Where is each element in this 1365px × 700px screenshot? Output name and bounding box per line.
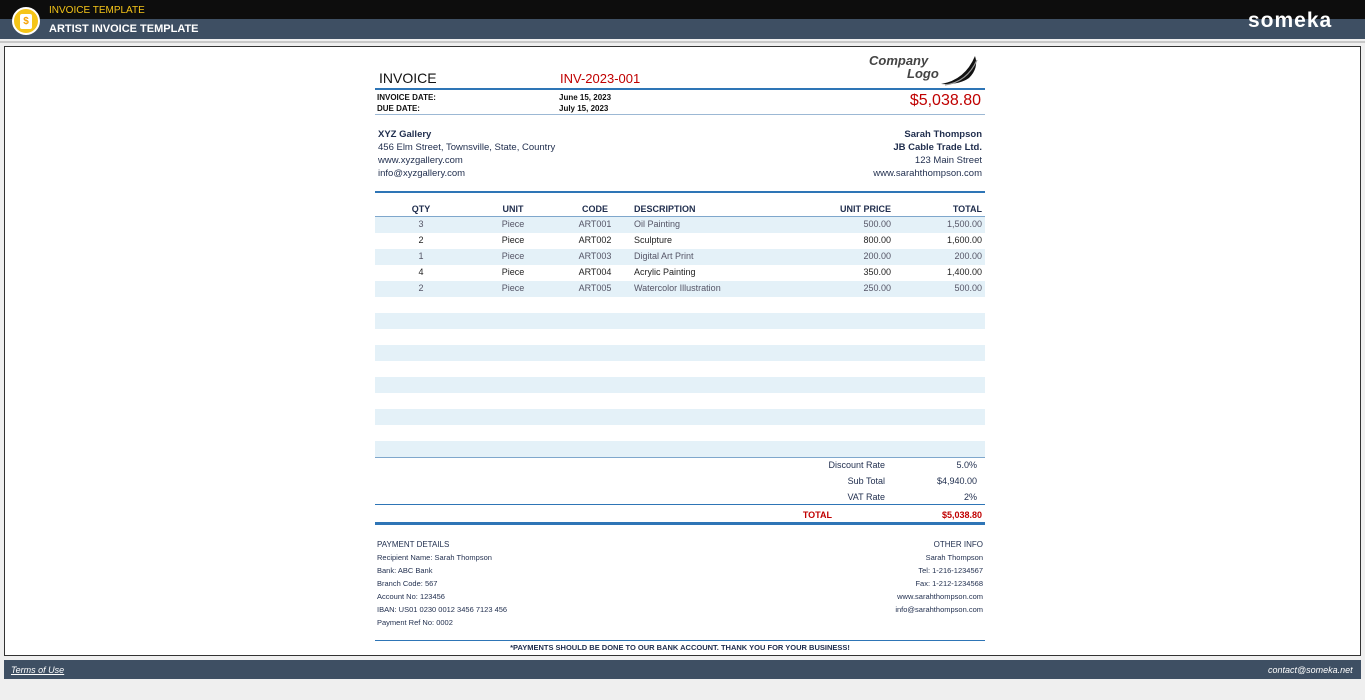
parties-divider <box>375 191 985 193</box>
logo-swoosh-icon <box>939 54 979 86</box>
other-info-email[interactable]: info@sarahthompson.com <box>895 605 983 614</box>
logo-text-line1: Company <box>869 53 929 68</box>
subtotal-label: Sub Total <box>847 476 885 486</box>
seller-name[interactable]: XYZ Gallery <box>378 129 432 140</box>
payment-note: *PAYMENTS SHOULD BE DONE TO OUR BANK ACCOUNT. THANK YOU FOR YOUR BUSINESS! <box>510 643 850 652</box>
discount-rate-value[interactable]: 5.0% <box>956 460 977 470</box>
page-title: ARTIST INVOICE TEMPLATE <box>49 23 199 35</box>
cell-description[interactable]: Watercolor Illustration <box>634 283 721 293</box>
other-info-fax[interactable]: Fax: 1-212-1234568 <box>915 579 983 588</box>
cell-unit-price[interactable]: 250.00 <box>863 283 891 293</box>
cell-description[interactable]: Digital Art Print <box>634 251 694 261</box>
column-header-code: CODE <box>581 204 608 214</box>
contact-email-link[interactable]: contact@someka.net <box>1268 665 1353 675</box>
cell-total: 1,400.00 <box>946 267 982 277</box>
other-info-name[interactable]: Sarah Thompson <box>925 553 983 562</box>
other-info-website[interactable]: www.sarahthompson.com <box>897 592 983 601</box>
app-label: INVOICE TEMPLATE <box>49 5 145 16</box>
invoice-document <box>375 46 985 656</box>
empty-table-row[interactable] <box>375 361 985 377</box>
meta-divider <box>375 114 985 115</box>
cell-unit-price[interactable]: 500.00 <box>863 219 891 229</box>
table-row[interactable] <box>375 217 985 233</box>
cell-unit-price[interactable]: 350.00 <box>863 267 891 277</box>
empty-table-row[interactable] <box>375 329 985 345</box>
note-divider <box>375 640 985 641</box>
grand-total-label: TOTAL <box>802 510 832 520</box>
cell-total: 200.00 <box>954 251 982 261</box>
cell-description[interactable]: Sculpture <box>634 235 673 245</box>
header-top-bar <box>0 0 1365 19</box>
discount-rate-label: Discount Rate <box>828 460 885 470</box>
cell-code[interactable]: ART005 <box>578 283 612 293</box>
empty-table-row[interactable] <box>375 345 985 361</box>
cell-description[interactable]: Acrylic Painting <box>634 267 696 277</box>
app-icon[interactable] <box>12 7 40 35</box>
invoice-total-amount: $5,038.80 <box>909 92 981 109</box>
total-divider <box>375 522 985 525</box>
vat-rate-label: VAT Rate <box>847 492 885 502</box>
cell-total: 1,600.00 <box>946 235 982 245</box>
other-info-tel[interactable]: Tel: 1-216-1234567 <box>918 566 983 575</box>
seller-email[interactable]: info@xyzgallery.com <box>378 168 466 179</box>
footer-bar <box>4 660 1361 679</box>
due-date-value[interactable]: July 15, 2023 <box>559 104 609 113</box>
payment-account[interactable]: Account No: 123456 <box>377 592 445 601</box>
due-date-label: DUE DATE: <box>377 104 420 113</box>
seller-website[interactable]: www.xyzgallery.com <box>378 155 463 166</box>
cell-total: 500.00 <box>954 283 982 293</box>
cell-qty[interactable]: 2 <box>418 283 424 293</box>
empty-table-row[interactable] <box>375 425 985 441</box>
column-header-unit: UNIT <box>502 204 524 214</box>
header-divider <box>0 41 1365 43</box>
logo-text-line2: Logo <box>907 66 939 81</box>
subtotal-value: $4,940.00 <box>936 476 977 486</box>
buyer-name[interactable]: Sarah Thompson <box>904 129 982 140</box>
invoice-title: INVOICE <box>379 70 437 86</box>
column-header-unit-price: UNIT PRICE <box>839 204 891 214</box>
cell-code[interactable]: ART001 <box>578 219 612 229</box>
payment-bank[interactable]: Bank: ABC Bank <box>377 566 433 575</box>
payment-recipient[interactable]: Recipient Name: Sarah Thompson <box>377 553 492 562</box>
brand-logo[interactable]: someka <box>1248 9 1333 32</box>
buyer-company[interactable]: JB Cable Trade Ltd. <box>893 142 982 153</box>
payment-branch[interactable]: Branch Code: 567 <box>377 579 438 588</box>
payment-ref[interactable]: Payment Ref No: 0002 <box>377 618 453 627</box>
table-row[interactable] <box>375 249 985 265</box>
cell-total: 1,500.00 <box>946 219 982 229</box>
cell-unit[interactable]: Piece <box>501 251 525 261</box>
empty-table-row[interactable] <box>375 409 985 425</box>
cell-code[interactable]: ART002 <box>578 235 612 245</box>
cell-code[interactable]: ART003 <box>578 251 612 261</box>
table-bottom-divider <box>375 457 985 458</box>
empty-table-row[interactable] <box>375 393 985 409</box>
terms-of-use-link[interactable]: Terms of Use <box>11 665 65 675</box>
column-header-qty: QTY <box>411 204 431 214</box>
column-header-description: DESCRIPTION <box>634 204 696 214</box>
buyer-address[interactable]: 123 Main Street <box>914 155 982 166</box>
payment-iban[interactable]: IBAN: US01 0230 0012 3456 7123 456 <box>377 605 508 614</box>
summary-divider <box>375 504 985 505</box>
empty-table-row[interactable] <box>375 297 985 313</box>
seller-address[interactable]: 456 Elm Street, Townsville, State, Country <box>378 142 556 153</box>
header-title-bar <box>0 19 1365 39</box>
invoice-date-label: INVOICE DATE: <box>377 93 436 102</box>
empty-table-row[interactable] <box>375 441 985 457</box>
cell-description[interactable]: Oil Painting <box>634 219 681 229</box>
table-row[interactable] <box>375 233 985 249</box>
column-header-total: TOTAL <box>952 204 982 214</box>
cell-qty[interactable]: 4 <box>418 267 424 277</box>
title-divider <box>375 88 985 90</box>
cell-unit[interactable]: Piece <box>501 219 525 229</box>
dollar-document-icon: $ <box>20 14 32 29</box>
cell-qty[interactable]: 1 <box>418 251 424 261</box>
empty-table-row[interactable] <box>375 377 985 393</box>
company-logo[interactable] <box>869 52 981 88</box>
cell-qty[interactable]: 3 <box>418 219 424 229</box>
cell-unit-price[interactable]: 200.00 <box>863 251 891 261</box>
cell-unit[interactable]: Piece <box>501 267 525 277</box>
buyer-website[interactable]: www.sarahthompson.com <box>873 168 982 179</box>
payment-details-heading: PAYMENT DETAILS <box>377 540 450 549</box>
other-info-heading: OTHER INFO <box>933 540 983 549</box>
empty-table-row[interactable] <box>375 313 985 329</box>
cell-unit-price[interactable]: 800.00 <box>863 235 891 245</box>
grand-total-value: $5,038.80 <box>941 510 982 520</box>
invoice-number[interactable]: INV-2023-001 <box>560 71 641 86</box>
cell-unit[interactable]: Piece <box>501 283 525 293</box>
table-row[interactable] <box>375 265 985 281</box>
cell-unit[interactable]: Piece <box>501 235 525 245</box>
cell-qty[interactable]: 2 <box>418 235 424 245</box>
cell-code[interactable]: ART004 <box>578 267 612 277</box>
invoice-date-value[interactable]: June 15, 2023 <box>559 93 612 102</box>
vat-rate-value[interactable]: 2% <box>963 492 977 502</box>
table-row[interactable] <box>375 281 985 297</box>
